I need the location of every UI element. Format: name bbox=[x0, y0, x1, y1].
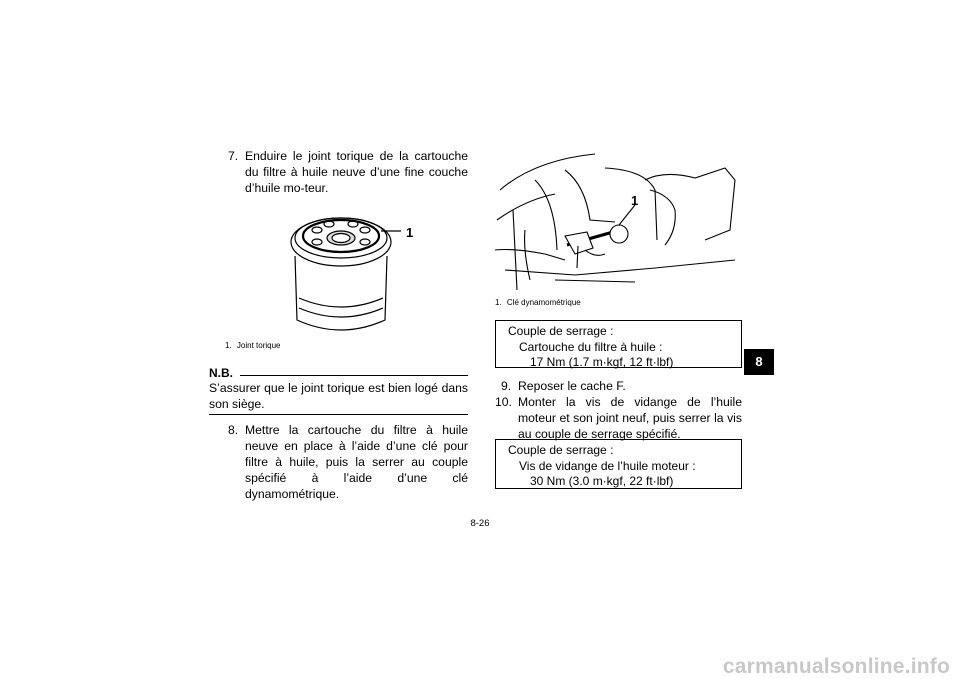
step-7 bbox=[228, 148, 468, 196]
torque-item: Cartouche du filtre à huile : bbox=[519, 339, 663, 354]
figure-callout: 1 bbox=[631, 193, 639, 208]
torque-heading: Couple de serrage : bbox=[508, 443, 614, 457]
note-top-rule bbox=[240, 375, 468, 376]
step-text: Enduire le joint torique de la cartouche du filtre à huile neuve d’une fine couche d’huile mo-teur. bbox=[245, 149, 468, 195]
oil-filter-illustration bbox=[285, 198, 415, 338]
note-bottom-rule bbox=[209, 414, 468, 415]
step-text: Reposer le cache F. bbox=[518, 379, 626, 393]
page-number: 8-26 bbox=[470, 518, 490, 529]
step-number: 9. bbox=[501, 379, 512, 393]
chapter-tab: 8 bbox=[744, 349, 774, 375]
torque-spec-box-drain-bolt bbox=[495, 439, 742, 489]
note-text: S’assurer que le joint torique est bien logé dans son siège. bbox=[209, 381, 468, 411]
torque-item: Vis de vidange de l’huile moteur : bbox=[519, 458, 696, 473]
caption-number: 1. bbox=[225, 341, 232, 350]
caption-number: 1. bbox=[495, 298, 502, 307]
step-number: 7. bbox=[228, 149, 239, 163]
torque-spec-box-filter bbox=[495, 320, 742, 368]
step-text: Mettre la cartouche du filtre à huile neuve en place à l’aide d’une clé pour filtre à huile, puis la serrer au couple spécifié à l’aide d’une clé dynamométrique. bbox=[245, 423, 468, 501]
step-10 bbox=[495, 394, 742, 442]
torque-value: 17 Nm (1.7 m·kgf, 12 ft·lbf) bbox=[530, 355, 674, 369]
figure-caption bbox=[495, 298, 581, 308]
step-number: 8. bbox=[228, 423, 239, 437]
step-9 bbox=[501, 378, 742, 394]
torque-value: 30 Nm (3.0 m·kgf, 22 ft·lbf) bbox=[530, 474, 674, 488]
caption-text: Joint torique bbox=[236, 341, 281, 350]
torque-heading: Couple de serrage : bbox=[508, 324, 614, 338]
step-text: Monter la vis de vidange de l’huile moteur et son joint neuf, puis serrer la vis au couple de serrage spécifié. bbox=[518, 395, 742, 441]
watermark: carmanualsonline.info bbox=[722, 655, 950, 678]
caption-text: Clé dynamométrique bbox=[506, 298, 581, 307]
figure-callout: 1 bbox=[406, 225, 414, 240]
figure-caption bbox=[225, 341, 281, 351]
torque-wrench-illustration bbox=[495, 150, 740, 295]
note-title: N.B. bbox=[209, 366, 233, 380]
step-number: 10. bbox=[495, 395, 512, 409]
step-8 bbox=[228, 422, 468, 502]
